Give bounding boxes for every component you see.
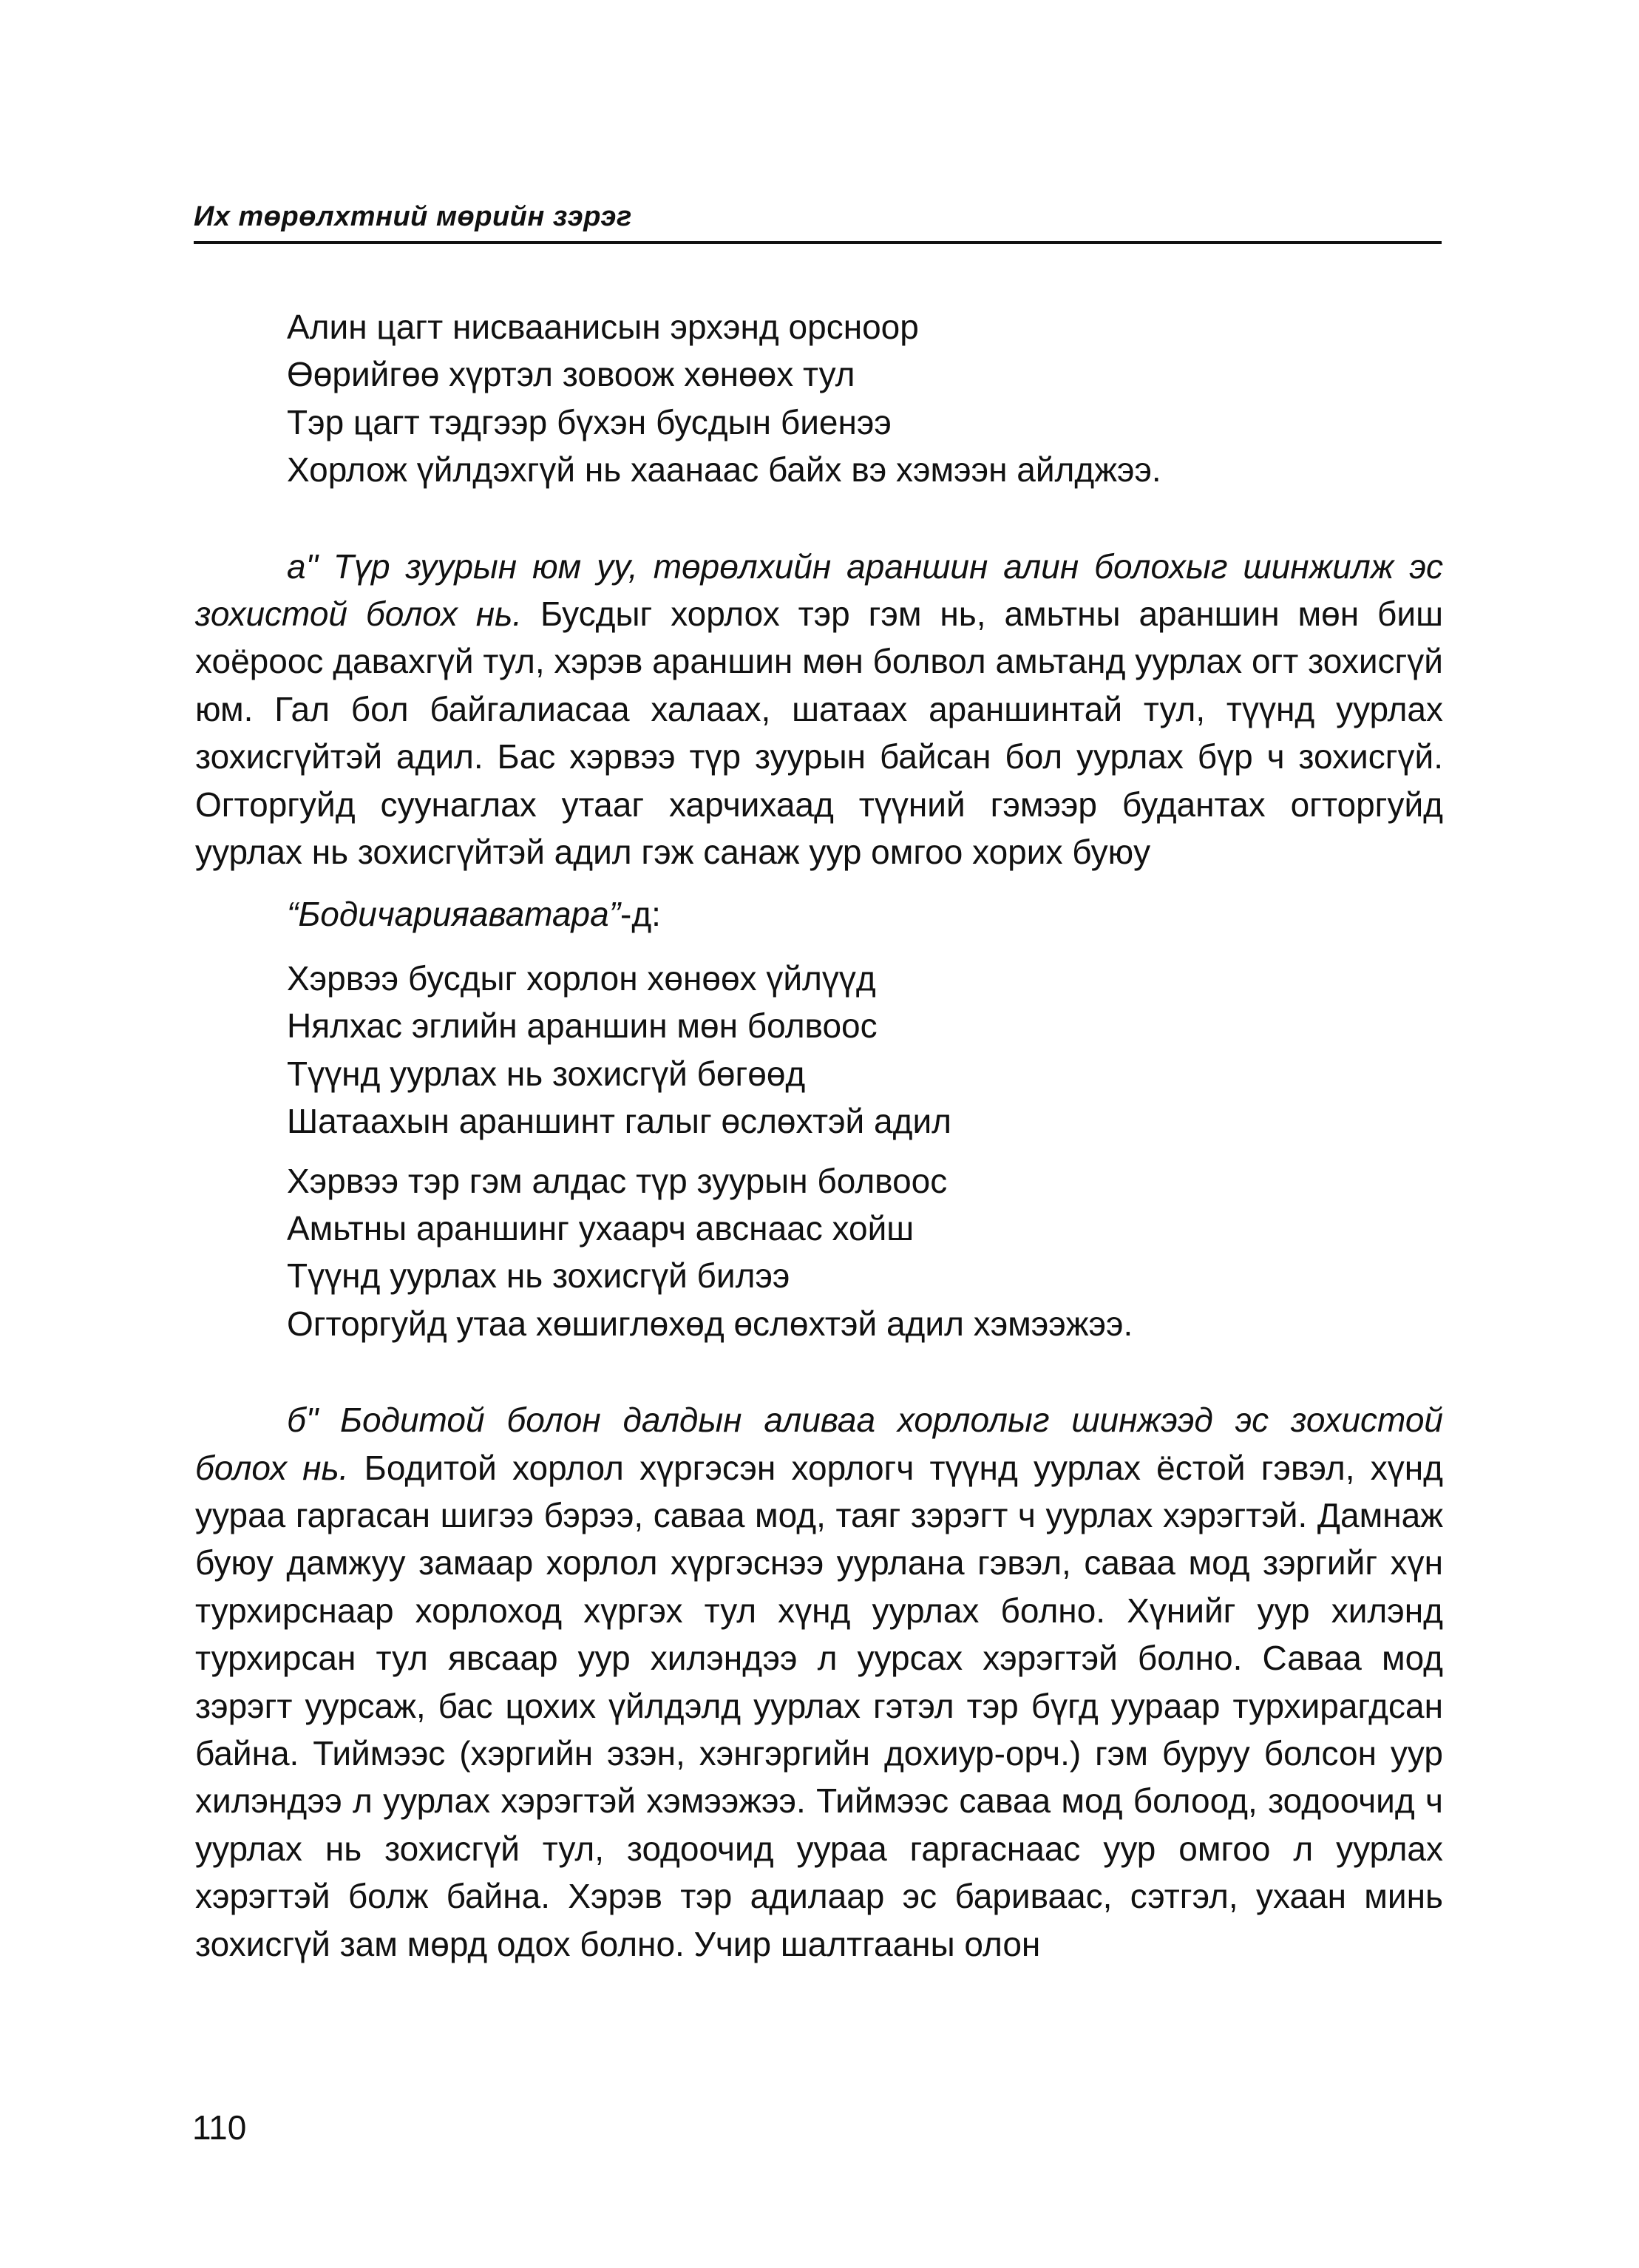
verse-line: Амьтны араншинг ухаарч авснаас хойш bbox=[287, 1208, 914, 1248]
running-header bbox=[194, 194, 1442, 244]
verse-line: Түүнд уурлах нь зохисгүй билээ bbox=[287, 1256, 790, 1296]
paragraph-a-text: Бусдыг хорлох тэр гэм нь, амьтны араншин мөн биш хоёроос давахгүй тул, хэрэв араншин мөн болвол амьтанд уурлах огт зохисгүй юм. Гал бол байгалиасаа халаах, шатаах араншинтай тул, түүнд уурлах зохисгүйтэй адил. Бас хэрвээ түр зуурын байсан бол уурлах бүр ч зохисгүй. Огторгуйд суунаглах утааг харчихаад түүний гэмээр будантах огторгуйд уурлах нь зохисгүйтэй адил гэж санаж уур омгоо хорих буюу bbox=[195, 595, 1443, 872]
citation-line bbox=[195, 890, 1443, 938]
page-body bbox=[195, 303, 1443, 1968]
verse-quote-3 bbox=[195, 1157, 1443, 1348]
verse-line: Тэр цагт тэдгээр бүхэн бусдын биенээ bbox=[287, 402, 892, 441]
paragraph-b-heading: б" Бодитой болон далдын аливаа хорлолыг шинжээд эс зохистой болох нь. bbox=[195, 1401, 1443, 1487]
citation-suffix: -д: bbox=[620, 895, 661, 934]
verse-quote-2 bbox=[195, 955, 1443, 1145]
verse-quote-1 bbox=[195, 303, 1443, 494]
verse-line: Хорлож үйлдэхгүй нь хаанаас байх вэ хэмээн айлджээ. bbox=[287, 450, 1161, 490]
verse-line: Огторгуйд утаа хөшиглөхөд өслөхтэй адил хэмээжээ. bbox=[287, 1304, 1133, 1343]
verse-line: Нялхас эглийн араншин мөн болвоос bbox=[287, 1006, 878, 1046]
paragraph-b bbox=[195, 1396, 1443, 1968]
paragraph-b-text: Бодитой хорлол хүргэсэн хорлогч түүнд уурлах ёстой гэвэл, хүнд уураа гаргасан шигээ бэрээ, саваа мод, таяг зэрэгт ч уурлах хэрэгтэй. Дамнаж буюу дамжуу замаар хорлол хүргэснээ уурлана гэвэл, саваа мод зэргийг хүн турхирснаар хорлоход хүргэх тул хүнд уурлах болно. Хүнийг уур хилэнд турхирсан тул явсаар уур хилэндээ л уурсах хэрэгтэй болно. Саваа мод зэрэгт уурсаж, бас цохих үйлдэлд уурлах гэтэл тэр бүгд уураар турхирагдсан байна. Тиймээс (хэргийн эзэн, хэнгэргийн дохиур-орч.) гэм буруу болсон уур хилэндээ л уурлах хэрэгтэй хэмээжээ. Тиймээс саваа мод болоод, зодоочид ч уурлах нь зохисгүй тул, зодоочид уураа гаргаснаас уур омгоо л уурлах хэрэгтэй болж байна. Хэрэв тэр адилаар эс бариваас, сэтгэл, ухаан минь зохисгүй зам мөрд одох болно. Учир шалтгааны олон bbox=[195, 1448, 1444, 1963]
verse-line: Шатаахын араншинт галыг өслөхтэй адил bbox=[287, 1102, 951, 1141]
paragraph-a bbox=[195, 543, 1443, 876]
page-number: 110 bbox=[192, 2108, 247, 2147]
verse-line: Хэрвээ тэр гэм алдас түр зуурын болвоос bbox=[287, 1161, 948, 1200]
running-header-title: Их төрөлхтний мөрийн зэрэг bbox=[194, 201, 632, 232]
verse-line: Өөрийгөө хүртэл зовоож хөнөөх тул bbox=[287, 355, 855, 394]
verse-line: Хэрвээ бусдыг хорлон хөнөөх үйлүүд bbox=[287, 958, 876, 998]
verse-line: Түүнд уурлах нь зохисгүй бөгөөд bbox=[287, 1054, 806, 1093]
citation-title: “Бодичарияаватара” bbox=[287, 895, 621, 934]
paragraph-a-heading: а" Түр зуурын юм уу, төрөлхийн араншин алин болохыг шинжилж эс зохистой болох нь. bbox=[195, 546, 1443, 634]
verse-line: Алин цагт нисваанисын эрхэнд орсноор bbox=[287, 308, 919, 346]
